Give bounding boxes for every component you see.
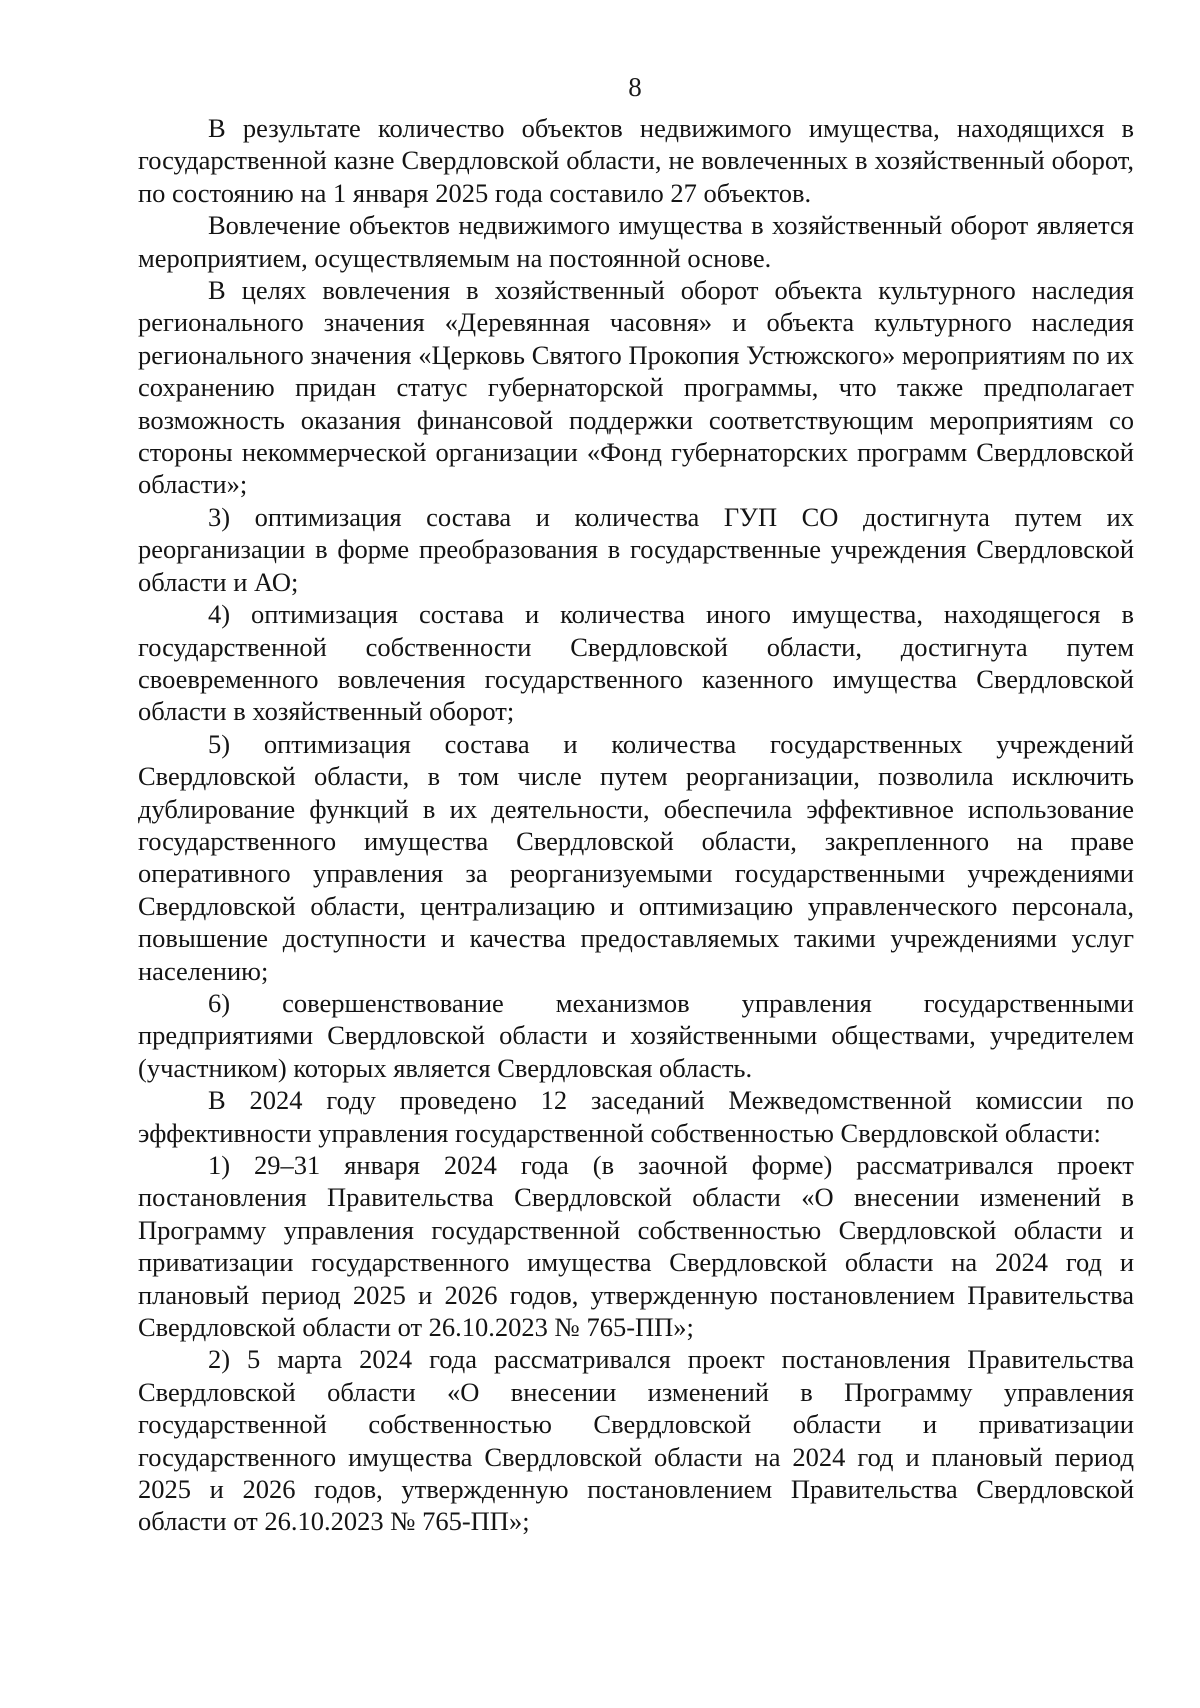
paragraph-meeting-2: 2) 5 марта 2024 года рассматривался проект постановления Правительства Свердловской области «О внесении изменений в Программу управления государственной собственностью Свердловской области и приватизации государственного имущества Свердловской области на 2024 год и плановый период 2025 и 2026 годов, утвержденную постановлением Правительства Свердловской области от 26.10.2023 № 765-ПП»;	[138, 1344, 1134, 1537]
paragraph-item-6: 6) совершенствование механизмов управления государственными предприятиями Свердловской области и хозяйственными обществами, учредителем (участником) которых является Свердловская область.	[138, 987, 1134, 1083]
paragraph-cultural-heritage: В целях вовлечения в хозяйственный оборот объекта культурного наследия регионального значения «Деревянная часовня» и объекта культурного наследия регионального значения «Церковь Святого Прокопия Устюжского» мероприятиям по их сохранению придан статус губернаторской программы, что также предполагает возможность оказания финансовой поддержки соответствующим мероприятиям со стороны некоммерческой организации «Фонд губернаторских программ Свердловской области»;	[138, 275, 1134, 500]
paragraph-item-4: 4) оптимизация состава и количества иного имущества, находящегося в государственной собственности Свердловской области, достигнута путем своевременного вовлечения государственного казенного имущества Свердловской области в хозяйственный оборот;	[138, 599, 1134, 727]
paragraph-item-3: 3) оптимизация состава и количества ГУП СО достигнута путем их реорганизации в форме преобразования в государственные учреждения Свердловской области и АО;	[138, 501, 1134, 597]
paragraph-meeting-1: 1) 29–31 января 2024 года (в заочной форме) рассматривался проект постановления Правительства Свердловской области «О внесении изменений в Программу управления государственной собственностью Свердловской области и приватизации государственного имущества Свердловской области на 2024 год и плановый период 2025 и 2026 годов, утвержденную постановлением Правительства Свердловской области от 26.10.2023 № 765-ПП»;	[138, 1150, 1134, 1343]
paragraph-involvement-permanent: Вовлечение объектов недвижимого имущества в хозяйственный оборот является мероприятием, осуществляемым на постоянной основе.	[138, 210, 1134, 273]
paragraph-commission-meetings: В 2024 году проведено 12 заседаний Межведомственной комиссии по эффективности управления государственной собственностью Свердловской области:	[138, 1085, 1134, 1148]
document-body	[138, 112, 1134, 1538]
paragraph-result-count: В результате количество объектов недвижимого имущества, находящихся в государственной казне Свердловской области, не вовлеченных в хозяйственный оборот, по состоянию на 1 января 2025 года составило 27 объектов.	[138, 113, 1134, 208]
paragraph-item-5: 5) оптимизация состава и количества государственных учреждений Свердловской области, в том числе путем реорганизации, позволила исключить дублирование функций в их деятельности, обеспечила эффективное использование государственного имущества Свердловской области, закрепленного на праве оперативного управления за реорганизуемыми государственными учреждениями Свердловской области, централизацию и оптимизацию управленческого персонала, повышение доступности и качества предоставляемых такими учреждениями услуг населению;	[138, 728, 1134, 986]
page-number: 8	[628, 72, 642, 102]
